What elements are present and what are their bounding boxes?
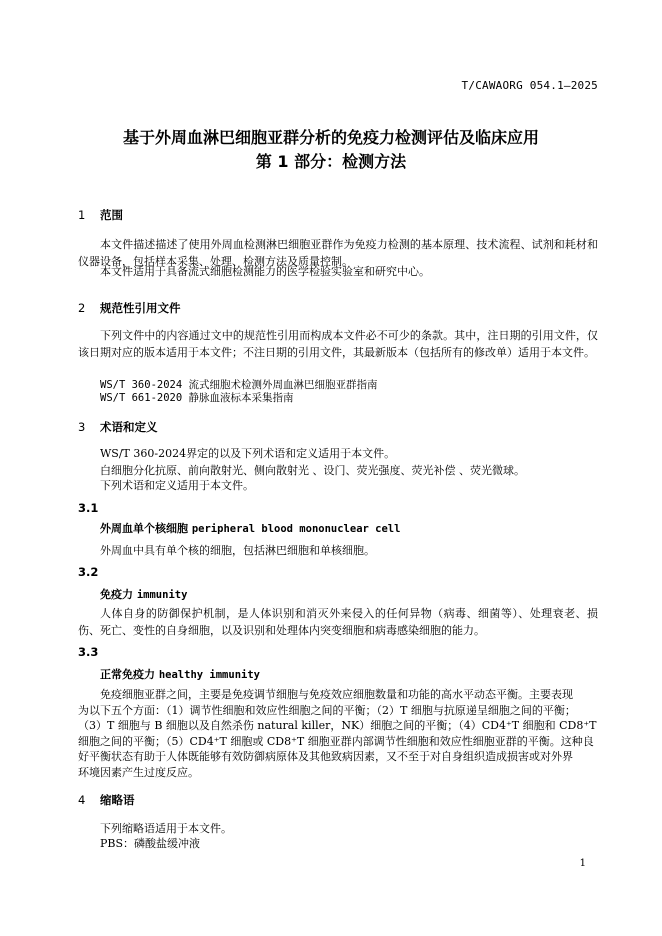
section-title: 术语和定义 [100, 420, 158, 434]
term-3-3-definition-line-4: 细胞之间的平衡；（5）CD4⁺T 细胞或 CD8⁺T 细胞亚群内部调节性细胞和效应性细胞亚群的平衡。这种良 [78, 735, 594, 748]
section-number: 4 [78, 793, 86, 807]
section-2-paragraph: 下列文件中的内容通过文中的规范性引用而构成本文件必不可少的条款。其中，注日期的引用文件，仅该日期对应的版本适用于本文件；不注日期的引用文件，其最新版本（包括所有的修改单）适用于本文件。 [78, 329, 598, 359]
term-english: healthy immunity [158, 669, 260, 681]
term-3-3-definition-line-1: 免疫细胞亚群之间，主要是免疫调节细胞与免疫效应细胞数量和功能的高水平动态平衡。主要表现 [100, 688, 573, 701]
term-3-2-heading [100, 586, 187, 604]
section-4-line-1: 下列缩略语适用于本文件。 [100, 822, 232, 835]
standard-code: T/CAWAORG 054.1—2025 [461, 79, 598, 92]
section-number: 2 [78, 301, 86, 315]
reference-item-2 [100, 389, 294, 407]
document-title-line2: 第 1 部分：检测方法 [255, 152, 407, 171]
section-1-heading [78, 207, 123, 223]
section-2-heading [78, 300, 181, 316]
section-1-paragraph-1: 本文件描述描述了使用外周血检测淋巴细胞亚群作为免疫力检测的基本原理、技术流程、试剂和耗材和仪器设备，包括样本采集、处理、检测方法及质量控制。 [78, 238, 598, 268]
term-3-2-number: 3.2 [78, 565, 99, 579]
section-3-heading [78, 419, 158, 435]
section-3-line-1: WS/T 360-2024界定的以及下列术语和定义适用于本文件。 [100, 447, 396, 460]
term-chinese: 外周血单个核细胞 [100, 522, 188, 535]
reference-text: WS/T 661-2020 静脉血液标本采集指南 [100, 392, 294, 404]
section-3-line-2: 白细胞分化抗原、前向散射光、侧向散射光 、设门、荧光强度、荧光补偿 、荧光微球。 [100, 464, 525, 477]
page-number: 1 [579, 858, 586, 869]
section-title: 规范性引用文件 [100, 301, 181, 315]
term-3-2-definition: 人体自身的防御保护机制，是人体识别和消灭外来侵入的任何异物（病毒、细菌等）、处理衰老、损伤、死亡、变性的自身细胞，以及识别和处理体内突变细胞和病毒感染细胞的能力。 [78, 607, 598, 637]
section-number: 1 [78, 208, 86, 222]
term-3-1-definition: 外周血中具有单个核的细胞，包括淋巴细胞和单核细胞。 [100, 544, 375, 557]
section-title: 范围 [100, 208, 123, 222]
term-3-1-heading [100, 520, 400, 538]
reference-text: WS/T 360-2024 流式细胞术检测外周血淋巴细胞亚群指南 [100, 379, 378, 391]
section-1-paragraph-2: 本文件适用于具备流式细胞检测能力的医学检验实验室和研究中心。 [100, 265, 430, 278]
section-number: 3 [78, 420, 86, 434]
term-chinese: 正常免疫力 [100, 668, 155, 681]
section-3-line-3: 下列术语和定义适用于本文件。 [100, 479, 254, 492]
section-title: 缩略语 [100, 793, 135, 807]
section-4-heading [78, 792, 135, 808]
document-title-line1: 基于外周血淋巴细胞亚群分析的免疫力检测评估及临床应用 [122, 128, 539, 147]
term-3-3-definition-line-5: 好平衡状态有助于人体既能够有效防御病原体及其他致病因素，又不至于对自身组织造成损害或对外界 [78, 750, 573, 763]
term-3-3-heading [100, 666, 260, 684]
term-chinese: 免疫力 [100, 588, 133, 601]
term-3-3-definition-line-6: 环境因素产生过度反应。 [78, 766, 199, 779]
abbreviation-item: PBS：磷酸盐缓冲液 [100, 837, 201, 850]
term-3-1-number: 3.1 [78, 501, 99, 515]
term-english: peripheral blood mononuclear cell [191, 523, 401, 535]
term-3-3-definition-line-3: （3）T 细胞与 B 细胞以及自然杀伤 natural killer，NK）细胞之间的平衡；（4）CD4⁺T 细胞和 CD8⁺T [78, 719, 597, 732]
term-3-3-number: 3.3 [78, 645, 99, 659]
term-3-3-definition-line-2: 为以下五个方面：（1）调节性细胞和效应性细胞之间的平衡；（2）T 细胞与抗原递呈细胞之间的平衡； [78, 704, 576, 717]
term-english: immunity [136, 589, 188, 601]
